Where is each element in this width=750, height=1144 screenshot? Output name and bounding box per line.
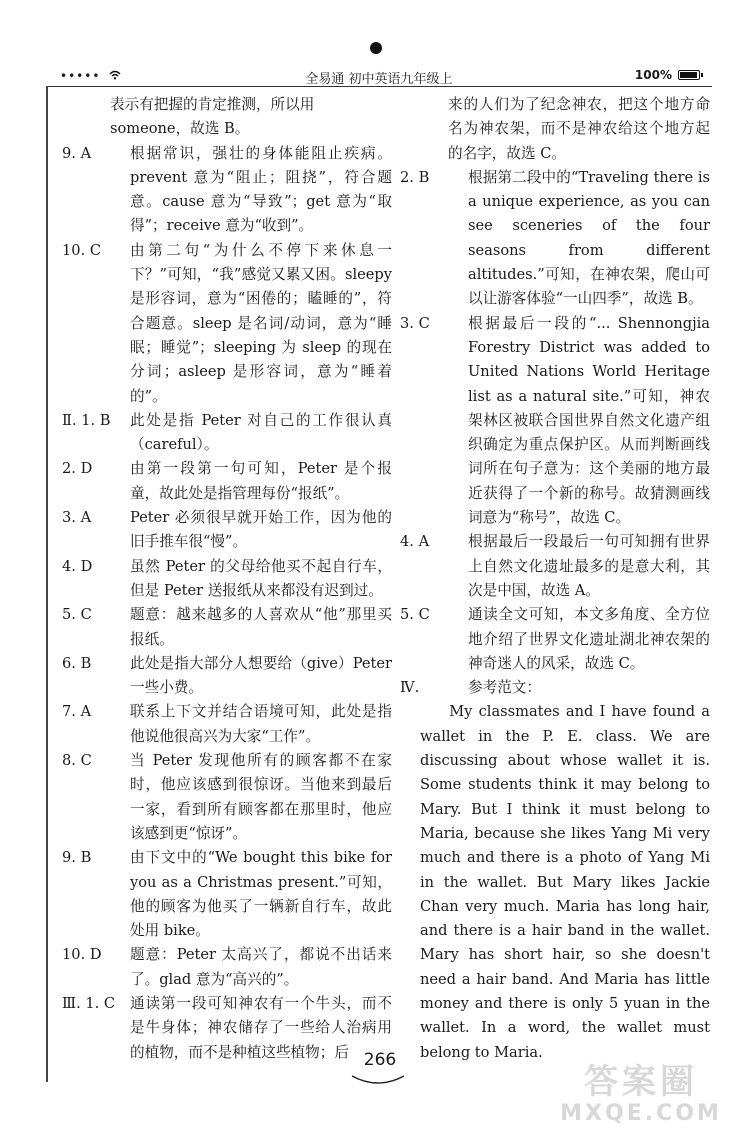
- signal-dots: •••••: [60, 69, 101, 83]
- answer-text: 此处是指 Peter 对自己的工作很认真（careful）。: [130, 411, 392, 454]
- answer-number: Ⅳ.: [400, 679, 420, 697]
- answer-text: 通读第一段可知神农有一个牛头，而不是牛身体；神农储存了一些给人治病用的植物，而不是种植这些植物；后: [130, 994, 392, 1061]
- answer-item: [62, 142, 392, 239]
- answer-number: 2. D: [62, 460, 93, 478]
- left-column: [62, 93, 392, 1065]
- answer-item: [62, 749, 392, 846]
- answer-text: someone，故选 B。: [110, 120, 250, 138]
- answer-number: 10. C: [62, 241, 102, 259]
- answer-number: 10. D: [62, 946, 102, 964]
- answer-number: 4. A: [400, 533, 430, 551]
- answer-text: 当 Peter 发现他所有的顾客都不在家时，他应该感到很惊讶。当他来到最后一家，看到所有顾客都在那里时，他应该感到更“惊讶”。: [130, 752, 392, 842]
- answer-item: [400, 676, 710, 700]
- answer-item: [62, 117, 392, 141]
- answer-number: 8. C: [62, 752, 92, 770]
- answer-text: 来的人们为了纪念神农，把这个地方命名为神农架，而不是神农给这个地方起的名字，故选 C。: [448, 96, 710, 162]
- battery-percent: 100%: [634, 68, 672, 82]
- answer-number: 5. C: [62, 606, 92, 624]
- margin-rule: [46, 86, 48, 1082]
- answer-text: Peter 必须很早就开始工作，因为他的旧手推车很“慢”。: [130, 509, 392, 551]
- answer-number: Ⅱ. 1. B: [62, 411, 111, 429]
- answer-text: 题意：越来越多的人喜欢从“他”那里买报纸。: [130, 606, 392, 648]
- answer-number: 7. A: [62, 703, 92, 721]
- answer-item: [62, 93, 392, 117]
- answer-number: 4. D: [62, 557, 93, 575]
- answer-item: [400, 312, 710, 531]
- battery-fill: [680, 72, 697, 78]
- answer-text: 由第二句“为什么不停下来休息一下？”可知，“我”感觉又累又困。sleepy 是形容词，意为“困倦的；瞌睡的”，符合题意。sleep 是名词/动词，意为“睡眠；睡觉”；sleeping 为 sleep 的现在分词；asleep 是形容词，意为“睡着的”。: [130, 241, 392, 405]
- answer-item: [62, 506, 392, 555]
- answer-item: [400, 166, 710, 312]
- document-title: 全易通 初中英语九年级上: [305, 72, 453, 87]
- answer-item: [400, 603, 710, 676]
- answer-number: 2. B: [400, 168, 430, 186]
- answer-item: [62, 846, 392, 943]
- answer-text: 虽然 Peter 的父母给他买不起自行车，但是 Peter 送报纸从来都没有迟到过。: [130, 557, 392, 599]
- answer-text: 根据最后一段最后一句可知拥有世界上自然文化遗址最多的是意大利，其次是中国，故选 A。: [468, 533, 710, 599]
- answer-item: [62, 555, 392, 604]
- answer-item: [62, 943, 392, 992]
- answer-number: 9. A: [62, 144, 92, 162]
- answer-item: [62, 700, 392, 749]
- answer-number: 3. A: [62, 509, 92, 527]
- answer-number: 6. B: [62, 654, 92, 672]
- answer-item: [400, 93, 710, 166]
- answer-text: 由第一段第一句可知，Peter 是个报童，故此处是指管理每份“报纸”。: [130, 460, 392, 502]
- answer-item: [62, 239, 392, 409]
- answer-item: [400, 530, 710, 603]
- answer-item: [62, 652, 392, 701]
- status-bar: [46, 66, 712, 87]
- model-essay: My classmates and I have found a wallet in the P. E. class. We are discussing about whose wallet it is. Some students think it may belong to Mary. But I think it must belong to Maria, because she likes Yang Mi very much and there is a photo of Yang Mi in the wallet. But Mary likes Jackie Chan very much. Maria has long hair, and there is a hair band in the wallet. Mary has short hair, so she doesn't need a hair band. And Maria has little money and there is only 5 yuan in the wallet. In a word, the wallet must belong to Maria.: [420, 703, 710, 1061]
- watermark-logo-text: 答案圈: [584, 1062, 698, 1102]
- answer-text: 根据第二段中的“Traveling there is a unique experience, as you can see sceneries of the four seasons from different altitudes.”可知，在神农架，爬山可以让游客体验“一山四季”，故选 B。: [468, 168, 710, 308]
- answer-text: 题意：Peter 太高兴了，都说不出话来了。glad 意为“高兴的”。: [130, 946, 392, 988]
- answer-text: 根据最后一段的“... Shennongjia Forestry District was added to United Nations World Heritage list as a natural site.”可知，神农架林区被联合国世界自然文化遗产组织确定为重点保护区。从而判断画线词所在句子意为：这个美丽的地方最近获得了一个新的称号。故猜测画线词意为“称号”，故选 C。: [468, 314, 710, 527]
- watermark-url: MXQE.COM: [560, 1101, 722, 1126]
- page-number: 266: [363, 1050, 397, 1070]
- answer-text: 根据常识，强壮的身体能阻止疾病。prevent 意为“阻止；阻挠”，符合题意。cause 意为“导致”；get 意为“取得”；receive 意为“收到”。: [130, 144, 392, 235]
- camera-dot: [370, 42, 382, 54]
- answer-item: [62, 457, 392, 506]
- answer-text: 参考范文：: [468, 679, 541, 697]
- answer-number: 9. B: [62, 849, 92, 867]
- answer-number: 5. C: [400, 606, 430, 624]
- answer-text: 此处是指大部分人想要给（give）Peter 一些小费。: [130, 654, 392, 697]
- battery-status: [635, 68, 700, 82]
- answer-text: 表示有把握的肯定推测，所以用: [110, 96, 315, 113]
- page-number-ornament: [350, 1074, 406, 1088]
- watermark: [556, 1062, 726, 1126]
- answer-number: Ⅲ. 1. C: [62, 994, 116, 1012]
- right-column: [400, 93, 710, 1065]
- battery-icon: [678, 70, 700, 80]
- answer-text: 通读全文可知，本文多角度、全方位地介绍了世界文化遗址湖北神农架的神奇迷人的风采，故选 C。: [468, 606, 710, 672]
- answer-text: 联系上下文并结合语境可知，此处是指他说他很高兴为大家“工作”。: [130, 703, 392, 745]
- answer-number: 3. C: [400, 314, 430, 332]
- answer-text: 由下文中的“We bought this bike for you as a Christmas present.”可知，他的顾客为他买了一辆新自行车，故此处用 bike。: [130, 849, 392, 940]
- answer-item: [62, 603, 392, 652]
- answer-item: [62, 409, 392, 458]
